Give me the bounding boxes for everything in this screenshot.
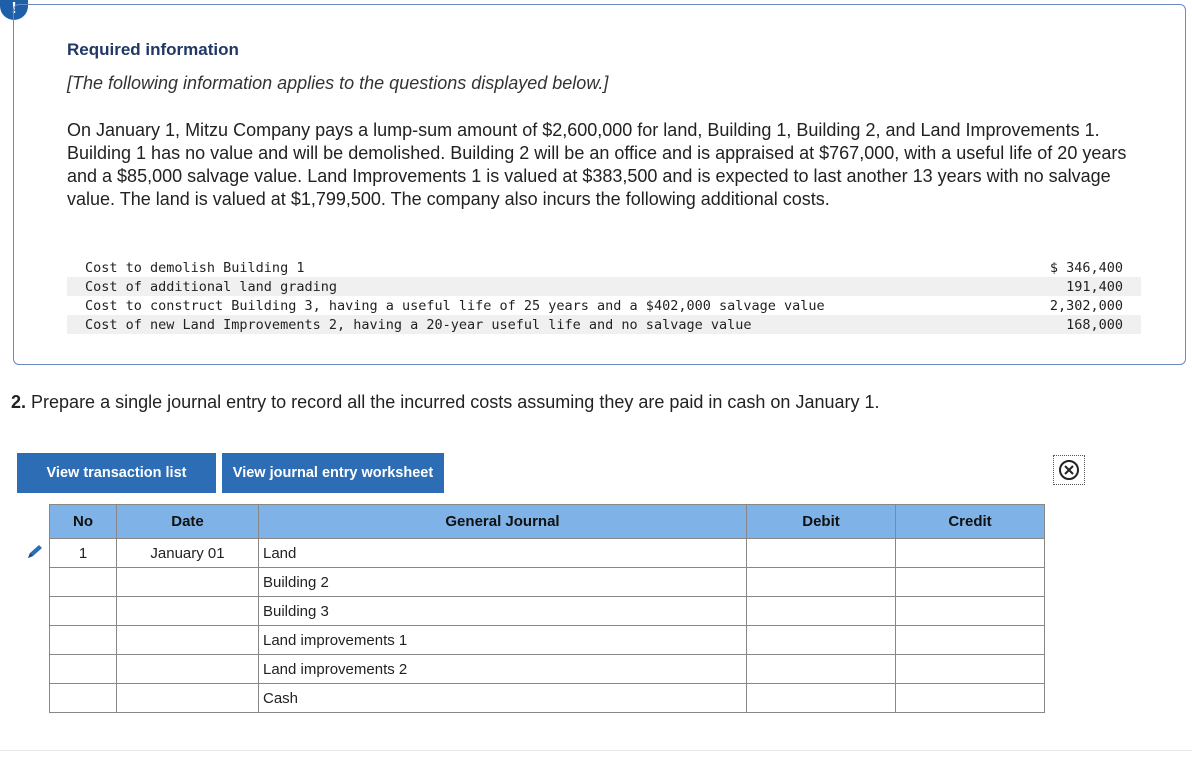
view-journal-entry-worksheet-button[interactable]: View journal entry worksheet bbox=[222, 453, 444, 493]
cost-row bbox=[67, 296, 1141, 315]
table-row bbox=[50, 626, 1045, 655]
general-journal-table bbox=[49, 504, 1045, 713]
close-icon[interactable] bbox=[1053, 455, 1085, 485]
row-debit bbox=[747, 626, 896, 655]
pencil-icon[interactable] bbox=[25, 543, 45, 561]
table-row bbox=[50, 684, 1045, 713]
cost-row bbox=[67, 315, 1141, 334]
table-row bbox=[50, 597, 1045, 626]
row-no bbox=[50, 597, 117, 626]
cost-label: Cost to construct Building 3, having a useful life of 25 years and a $402,000 salvage value bbox=[85, 297, 825, 314]
cost-amount: 2,302,000 bbox=[1049, 297, 1123, 314]
table-row bbox=[50, 568, 1045, 597]
header-date: Date bbox=[117, 505, 259, 539]
row-date: January 01 bbox=[117, 539, 259, 568]
alert-icon: ! bbox=[0, 0, 28, 20]
row-date bbox=[117, 568, 259, 597]
cost-label: Cost of additional land grading bbox=[67, 277, 1026, 296]
header-general-journal: General Journal bbox=[259, 505, 747, 539]
row-account: Cash bbox=[259, 684, 747, 713]
row-debit bbox=[747, 568, 896, 597]
cost-row bbox=[67, 258, 1141, 277]
row-credit bbox=[896, 655, 1045, 684]
info-subtitle: [The following information applies to the questions displayed below.] bbox=[67, 73, 609, 93]
row-date bbox=[117, 684, 259, 713]
info-paragraph: On January 1, Mitzu Company pays a lump-sum amount of $2,600,000 for land, Building 1, Building 2, and Land Improvements 1. Building 1 has no value and will be demolished. Building 2 will be an office and is appraised at $767,000, with a useful life of 20 years and a $85,000 salvage value. Land Improvements 1 is valued at $383,500 and is expected to last another 13 years with no salvage value. The land is valued at $1,799,500. The company also incurs the following additional costs. bbox=[67, 120, 1127, 209]
row-date bbox=[117, 655, 259, 684]
question-text bbox=[11, 392, 880, 413]
cost-amount: 168,000 bbox=[1026, 315, 1141, 334]
question-number: 2. bbox=[11, 392, 27, 412]
row-debit bbox=[747, 539, 896, 568]
circle-x-icon bbox=[1058, 459, 1080, 481]
required-information-panel bbox=[13, 4, 1186, 365]
row-debit bbox=[747, 655, 896, 684]
view-transaction-list-button[interactable]: View transaction list bbox=[17, 453, 216, 493]
info-title: Required information bbox=[67, 40, 239, 59]
row-no bbox=[50, 626, 117, 655]
question-body: Prepare a single journal entry to record all the incurred costs assuming they are paid in cash on January 1. bbox=[31, 392, 880, 412]
row-debit bbox=[747, 597, 896, 626]
row-account: Building 2 bbox=[259, 568, 747, 597]
row-account: Land improvements 1 bbox=[259, 626, 747, 655]
row-credit bbox=[896, 626, 1045, 655]
row-date bbox=[117, 597, 259, 626]
header-debit: Debit bbox=[747, 505, 896, 539]
row-account: Land improvements 2 bbox=[259, 655, 747, 684]
journal-header-row bbox=[50, 505, 1045, 539]
row-debit bbox=[747, 684, 896, 713]
additional-costs-table bbox=[67, 258, 1141, 334]
row-credit bbox=[896, 568, 1045, 597]
row-no bbox=[50, 655, 117, 684]
cost-label: Cost to demolish Building 1 bbox=[85, 259, 305, 276]
cost-amount: $ 346,400 bbox=[1049, 259, 1123, 276]
row-credit bbox=[896, 597, 1045, 626]
cost-row bbox=[67, 277, 1141, 296]
row-account: Building 3 bbox=[259, 597, 747, 626]
row-date bbox=[117, 626, 259, 655]
table-row bbox=[50, 539, 1045, 568]
header-no: No bbox=[50, 505, 117, 539]
row-no: 1 bbox=[50, 539, 117, 568]
row-no bbox=[50, 684, 117, 713]
row-no bbox=[50, 568, 117, 597]
row-account: Land bbox=[259, 539, 747, 568]
row-credit bbox=[896, 539, 1045, 568]
divider bbox=[0, 750, 1192, 751]
table-row bbox=[50, 655, 1045, 684]
cost-amount: 191,400 bbox=[1026, 277, 1141, 296]
row-credit bbox=[896, 684, 1045, 713]
cost-label: Cost of new Land Improvements 2, having a 20-year useful life and no salvage value bbox=[67, 315, 1026, 334]
header-credit: Credit bbox=[896, 505, 1045, 539]
